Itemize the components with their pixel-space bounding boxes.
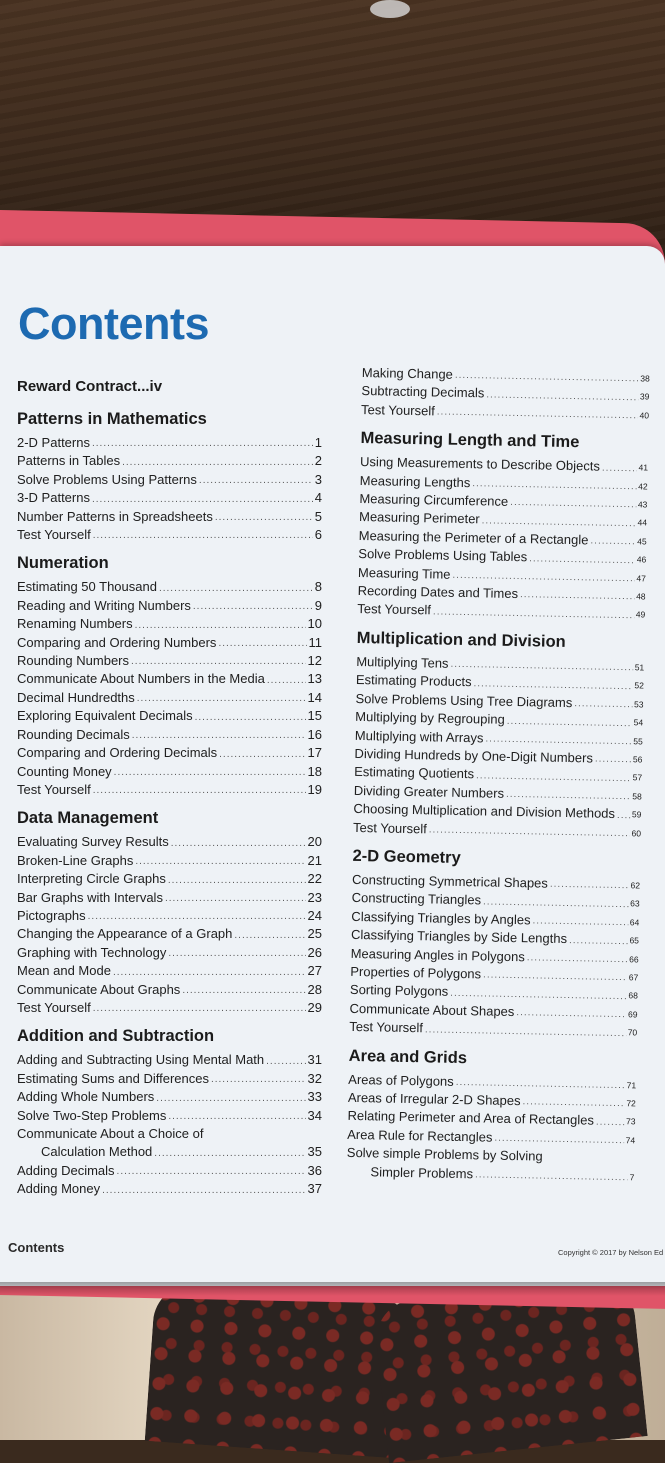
- toc-entry: [17, 689, 322, 707]
- toc-entry-title: Making Change: [361, 364, 454, 382]
- toc-entry: [17, 981, 322, 999]
- toc-page-number: 5: [314, 508, 322, 524]
- toc-entry: [17, 489, 322, 507]
- toc-entry-title: Solve Problems Using Patterns: [17, 471, 197, 487]
- toc-section: [353, 627, 645, 843]
- dot-leader: [219, 747, 305, 763]
- toc-page-number: 58: [632, 790, 642, 802]
- toc-page-number: 37: [307, 1181, 322, 1197]
- dot-leader: [93, 1001, 306, 1017]
- section-heading: Patterns in Mathematics: [17, 410, 207, 428]
- dot-leader: [159, 581, 313, 597]
- dot-leader: [429, 822, 630, 842]
- toc-entry: [17, 1143, 322, 1161]
- toc-entry: [17, 1051, 322, 1069]
- dot-leader: [114, 765, 306, 781]
- toc-entry-title: Constructing Symmetrical Shapes: [351, 871, 549, 891]
- toc-page-number: 39: [639, 391, 650, 402]
- toc-page-number: 63: [630, 898, 640, 909]
- dot-leader: [437, 405, 638, 425]
- toc-page-number: 74: [625, 1135, 636, 1146]
- toc-page-number: 18: [307, 763, 322, 779]
- toc-page-number: 19: [307, 781, 322, 797]
- dot-leader: [156, 1091, 305, 1107]
- toc-entry-title: Classifying Triangles by Angles: [351, 908, 531, 928]
- toc-page-number: 70: [627, 1027, 638, 1038]
- toc-entry: [17, 508, 322, 526]
- toc-page-number: 20: [307, 834, 322, 850]
- toc-entry-title: Patterns in Tables: [17, 453, 121, 469]
- dot-leader: [574, 696, 632, 713]
- toc-page-number: 22: [307, 871, 322, 887]
- toc-section: [17, 552, 322, 799]
- toc-entry-title: Communicate About a Choice of: [17, 1126, 204, 1141]
- dot-leader: [211, 1072, 306, 1088]
- toc-entry-title: Pictographs: [17, 907, 86, 923]
- toc-entry-title: Changing the Appearance of a Graph: [17, 926, 233, 942]
- toc-entry-title: Multiplying Tens: [356, 653, 449, 671]
- toc-entry-title: Areas of Polygons: [348, 1071, 454, 1089]
- dot-leader: [168, 946, 305, 962]
- toc-page-number: 14: [307, 689, 322, 705]
- toc-page-number: 69: [628, 1009, 638, 1020]
- toc-page-number: 26: [307, 944, 322, 960]
- toc-page-number: 4: [314, 490, 322, 506]
- dot-leader: [522, 1095, 624, 1113]
- toc-page-number: 25: [307, 926, 322, 942]
- toc-page-number: 13: [307, 671, 322, 687]
- toc-page-number: 24: [307, 907, 322, 923]
- section-heading: Area and Grids: [348, 1046, 468, 1067]
- toc-entry-title: Rounding Decimals: [17, 726, 130, 742]
- section-heading: Multiplication and Division: [356, 628, 566, 651]
- toc-page-number: 9: [314, 597, 322, 613]
- toc-entry: [17, 578, 322, 596]
- toc-page-number: 52: [634, 680, 644, 691]
- page-title: Contents: [18, 298, 209, 349]
- dot-leader: [520, 588, 634, 606]
- right-top-entries: [361, 364, 650, 425]
- toc-entry-title: Calculation Method: [41, 1144, 153, 1160]
- toc-page-number: 54: [633, 717, 644, 728]
- toc-entry-title: Dividing Greater Numbers: [353, 782, 505, 801]
- dot-leader: [92, 436, 313, 452]
- toc-entry-title: Area Rule for Rectangles: [347, 1126, 493, 1145]
- toc-entry-title: Adding Whole Numbers: [17, 1089, 155, 1105]
- toc-entry: [17, 1125, 322, 1143]
- toc-page-number: 28: [307, 981, 322, 997]
- toc-entry: [17, 1162, 322, 1180]
- toc-entry: [17, 652, 322, 670]
- toc-entry-title: Exploring Equivalent Decimals: [17, 708, 193, 724]
- toc-page-number: 55: [633, 735, 643, 746]
- dot-leader: [168, 873, 306, 889]
- section-heading: 2-D Geometry: [352, 846, 461, 867]
- toc-page-number: 27: [307, 963, 322, 979]
- toc-page-number: 34: [307, 1107, 322, 1123]
- toc-entry: [17, 1070, 322, 1088]
- table-object: [370, 0, 410, 18]
- toc-page-number: 57: [632, 772, 643, 783]
- toc-page-number: 40: [639, 410, 650, 421]
- toc-page-number: 41: [638, 462, 649, 473]
- toc-entry-title: Test Yourself: [17, 999, 91, 1015]
- toc-page-number: 11: [308, 634, 322, 650]
- toc-page-number: 46: [636, 554, 647, 565]
- toc-entry-title: Test Yourself: [357, 601, 432, 618]
- dot-leader: [131, 654, 306, 670]
- toc-entry: [17, 781, 322, 799]
- toc-entry: [17, 615, 322, 633]
- toc-entry-title: Constructing Triangles: [351, 890, 482, 908]
- toc-entry-title: Choosing Multiplication and Division Methods: [353, 801, 616, 822]
- toc-page-number: 10: [307, 616, 322, 632]
- toc-entry-title: Evaluating Survey Results: [17, 834, 169, 850]
- toc-entry-title: Measuring Time: [357, 564, 451, 582]
- toc-entry-title: Counting Money: [17, 763, 112, 779]
- toc-page-number: 32: [307, 1070, 322, 1086]
- toc-entry-title: Comparing and Ordering Numbers: [17, 634, 217, 650]
- toc-page-number: 43: [637, 499, 648, 510]
- dot-leader: [135, 618, 306, 634]
- dot-leader: [135, 854, 305, 870]
- dot-leader: [195, 710, 306, 726]
- section-heading: Numeration: [17, 554, 109, 573]
- toc-page-number: 16: [307, 726, 322, 742]
- copyright-notice: Copyright © 2017 by Nelson Ed: [558, 1248, 664, 1257]
- dot-leader: [132, 728, 306, 744]
- dot-leader: [532, 914, 628, 932]
- toc-entry: [17, 999, 322, 1017]
- toc-entry-title: Multiplying with Arrays: [354, 727, 484, 745]
- dot-leader: [486, 387, 638, 406]
- toc-page-number: 8: [314, 579, 322, 595]
- section-heading: Data Management: [17, 809, 159, 828]
- toc-entry-title: Communicate About Numbers in the Media: [17, 671, 265, 687]
- dot-leader: [102, 1183, 305, 1199]
- toc-section: [17, 408, 322, 544]
- toc-entry-title: Decimal Hundredths: [17, 689, 135, 705]
- toc-entry-title: Dividing Hundreds by One-Digit Numbers: [354, 745, 594, 766]
- toc-entry: [17, 471, 322, 489]
- toc-entry-title: Estimating 50 Thousand: [17, 579, 157, 595]
- left-sections: [17, 408, 322, 1199]
- toc-entry: [17, 889, 322, 907]
- dot-leader: [92, 492, 313, 508]
- toc-entry-title: Comparing and Ordering Decimals: [17, 745, 218, 761]
- toc-entry: [17, 833, 322, 851]
- toc-section: [349, 845, 641, 1042]
- toc-page-number: 67: [628, 972, 639, 983]
- toc-entry: [17, 707, 322, 725]
- toc-section: [17, 1025, 322, 1198]
- toc-entry-title: Rounding Numbers: [17, 653, 130, 669]
- dot-leader: [433, 604, 634, 624]
- toc-entry: [17, 962, 322, 980]
- footer-label: Contents: [8, 1240, 65, 1255]
- toc-page-number: 62: [630, 880, 641, 891]
- toc-entry: [17, 744, 322, 762]
- toc-entry-title: Broken-Line Graphs: [17, 852, 134, 868]
- toc-entry-title: Number Patterns in Spreadsheets: [17, 508, 213, 524]
- page-shadow: [0, 1282, 665, 1296]
- toc-entry: [17, 670, 322, 688]
- dot-leader: [602, 460, 637, 477]
- toc-page-number: 60: [631, 827, 642, 838]
- toc-entry-title: Multiplying by Regrouping: [355, 709, 505, 727]
- dot-leader: [516, 1005, 626, 1023]
- toc-entry-title: 2-D Patterns: [17, 435, 90, 450]
- toc-entry-title: Subtracting Decimals: [361, 383, 485, 401]
- toc-entry: [17, 597, 322, 615]
- toc-entry-title: Simpler Problems: [370, 1163, 474, 1181]
- toc-entry-title: Test Yourself: [17, 781, 91, 797]
- dot-leader: [193, 599, 313, 615]
- toc-entry-title: Graphing with Technology: [17, 944, 167, 960]
- toc-entry-title: Interpreting Circle Graphs: [17, 871, 166, 887]
- toc-page-number: 53: [633, 698, 644, 710]
- toc-page-number: 29: [307, 999, 322, 1015]
- toc-entry-title: Bar Graphs with Intervals: [17, 889, 163, 905]
- toc-page-number: 38: [640, 373, 650, 384]
- toc-entry-title: Renaming Numbers: [17, 616, 133, 632]
- toc-page-number: 66: [629, 953, 639, 964]
- toc-page-number: 6: [314, 527, 322, 543]
- toc-entry-title: Solve Problems Using Tree Diagrams: [355, 690, 573, 710]
- toc-page-number: 2: [314, 453, 322, 469]
- toc-entry-title: Measuring Angles in Polygons: [350, 945, 525, 964]
- dot-leader: [168, 1109, 305, 1125]
- toc-page-number: 59: [631, 809, 642, 820]
- dot-leader: [215, 510, 313, 526]
- toc-entry-title: Measuring Circumference: [359, 491, 509, 509]
- toc-entry-title: Estimating Quotients: [354, 764, 475, 782]
- contents-page: [0, 246, 665, 1286]
- toc-entry-title: Adding Money: [17, 1181, 101, 1197]
- toc-page-number: 7: [629, 1171, 635, 1183]
- toc-entry: [17, 852, 322, 870]
- right-column: [346, 364, 650, 1194]
- toc-entry-title: Areas of Irregular 2-D Shapes: [347, 1089, 521, 1109]
- toc-page-number: 21: [307, 852, 322, 868]
- toc-entry: [17, 944, 322, 962]
- toc-entry: [17, 526, 322, 544]
- dot-leader: [507, 713, 632, 731]
- toc-entry-title: 3-D Patterns: [17, 490, 90, 506]
- dot-leader: [122, 455, 313, 471]
- toc-entry: [17, 1180, 322, 1198]
- toc-page-number: 35: [307, 1144, 322, 1160]
- toc-entry-title: Mean and Mode: [17, 963, 111, 979]
- toc-entry-title: Classifying Triangles by Side Lengths: [350, 927, 568, 947]
- toc-entry: [17, 1088, 322, 1106]
- toc-page-number: 73: [625, 1116, 636, 1127]
- dot-leader: [425, 1022, 626, 1042]
- toc-entry-title: Communicate About Shapes: [349, 1000, 515, 1019]
- dot-leader: [117, 1164, 306, 1180]
- toc-entry-title: Solve simple Problems by Solving: [346, 1145, 543, 1164]
- toc-page-number: 17: [307, 745, 322, 761]
- toc-entry-title: Test Yourself: [360, 401, 435, 419]
- dot-leader: [595, 752, 631, 769]
- dot-leader: [527, 950, 628, 968]
- toc-entry: [17, 434, 322, 452]
- dot-leader: [154, 1146, 305, 1162]
- toc-entry-title: Test Yourself: [349, 1019, 424, 1036]
- dot-leader: [596, 1114, 624, 1131]
- toc-page-number: 44: [637, 517, 648, 528]
- left-leg: [145, 1281, 416, 1459]
- toc-section: [357, 427, 649, 624]
- dot-leader: [165, 891, 306, 907]
- toc-page-number: 47: [636, 572, 647, 584]
- dot-leader: [234, 928, 305, 944]
- toc-entry-title: Adding Decimals: [17, 1162, 115, 1178]
- toc-page-number: 15: [307, 708, 322, 724]
- toc-page-number: 51: [634, 662, 645, 673]
- dot-leader: [569, 933, 628, 950]
- toc-entry-title: Relating Perimeter and Area of Rectangles: [347, 1108, 595, 1128]
- left-column: [17, 376, 322, 1207]
- dot-leader: [199, 473, 313, 489]
- toc-page-number: 45: [637, 536, 647, 547]
- toc-page-number: 36: [307, 1162, 322, 1178]
- toc-entry: [17, 925, 322, 943]
- toc-entry-title: Estimating Sums and Differences: [17, 1070, 209, 1086]
- toc-entry-title: Properties of Polygons: [350, 963, 482, 982]
- toc-page-number: 42: [638, 480, 648, 492]
- dot-leader: [266, 1054, 305, 1070]
- toc-entry-title: Measuring Perimeter: [358, 509, 480, 527]
- toc-page-number: 72: [626, 1098, 636, 1109]
- toc-page-number: 56: [632, 754, 643, 765]
- dot-leader: [475, 1167, 628, 1186]
- reward-contract-entry: Reward Contract...iv: [17, 378, 163, 395]
- toc-page-number: 64: [629, 916, 640, 928]
- toc-entry: [17, 634, 322, 652]
- toc-page-number: 23: [307, 889, 322, 905]
- toc-entry-title: Test Yourself: [17, 527, 91, 543]
- toc-section: [346, 1044, 637, 1186]
- dot-leader: [550, 877, 629, 895]
- dot-leader: [171, 836, 306, 852]
- toc-page-number: 33: [307, 1089, 322, 1105]
- toc-page-number: 68: [628, 990, 639, 1001]
- toc-page-number: 31: [307, 1052, 322, 1068]
- dot-leader: [88, 909, 306, 925]
- toc-entry: [17, 870, 322, 888]
- dot-leader: [182, 983, 305, 999]
- dot-leader: [590, 534, 635, 551]
- toc-page-number: 49: [635, 609, 646, 620]
- toc-entry-title: Solve Two-Step Problems: [17, 1107, 167, 1123]
- toc-entry: [17, 763, 322, 781]
- toc-entry: [17, 1107, 322, 1125]
- toc-page-number: 12: [307, 653, 322, 669]
- dot-leader: [93, 783, 306, 799]
- section-heading: Measuring Length and Time: [360, 429, 580, 452]
- toc-entry-title: Measuring the Perimeter of a Rectangle: [358, 527, 589, 548]
- toc-entry-title: Sorting Polygons: [349, 982, 449, 1000]
- toc-entry-title: Using Measurements to Describe Objects: [359, 454, 601, 474]
- toc-page-number: 3: [314, 471, 322, 487]
- toc-section: [17, 807, 322, 1017]
- section-heading: Addition and Subtraction: [17, 1027, 215, 1046]
- toc-page-number: 65: [629, 935, 640, 946]
- dot-leader: [93, 528, 313, 544]
- toc-entry: [17, 452, 322, 470]
- dot-leader: [483, 968, 627, 987]
- toc-entry-title: Reading and Writing Numbers: [17, 597, 191, 613]
- toc-entry-title: Solve Problems Using Tables: [358, 546, 528, 565]
- dot-leader: [617, 808, 630, 824]
- dot-leader: [113, 965, 306, 981]
- dot-leader: [510, 495, 636, 513]
- toc-entry-title: Recording Dates and Times: [357, 583, 519, 602]
- dot-leader: [267, 673, 306, 689]
- toc-page-number: 48: [636, 591, 646, 602]
- toc-page-number: 71: [626, 1079, 637, 1090]
- toc-entry: [17, 726, 322, 744]
- toc-entry-title: Communicate About Graphs: [17, 981, 181, 997]
- toc-entry: [17, 907, 322, 925]
- dot-leader: [137, 691, 306, 707]
- dot-leader: [218, 636, 306, 652]
- toc-entry-title: Measuring Lengths: [359, 472, 471, 490]
- toc-entry-title: Test Yourself: [352, 819, 427, 836]
- right-sections: [346, 427, 648, 1186]
- toc-page-number: 1: [314, 435, 322, 450]
- dot-leader: [529, 551, 635, 569]
- toc-entry-title: Estimating Products: [355, 672, 472, 690]
- toc-entry-title: Adding and Subtracting Using Mental Math: [17, 1052, 265, 1068]
